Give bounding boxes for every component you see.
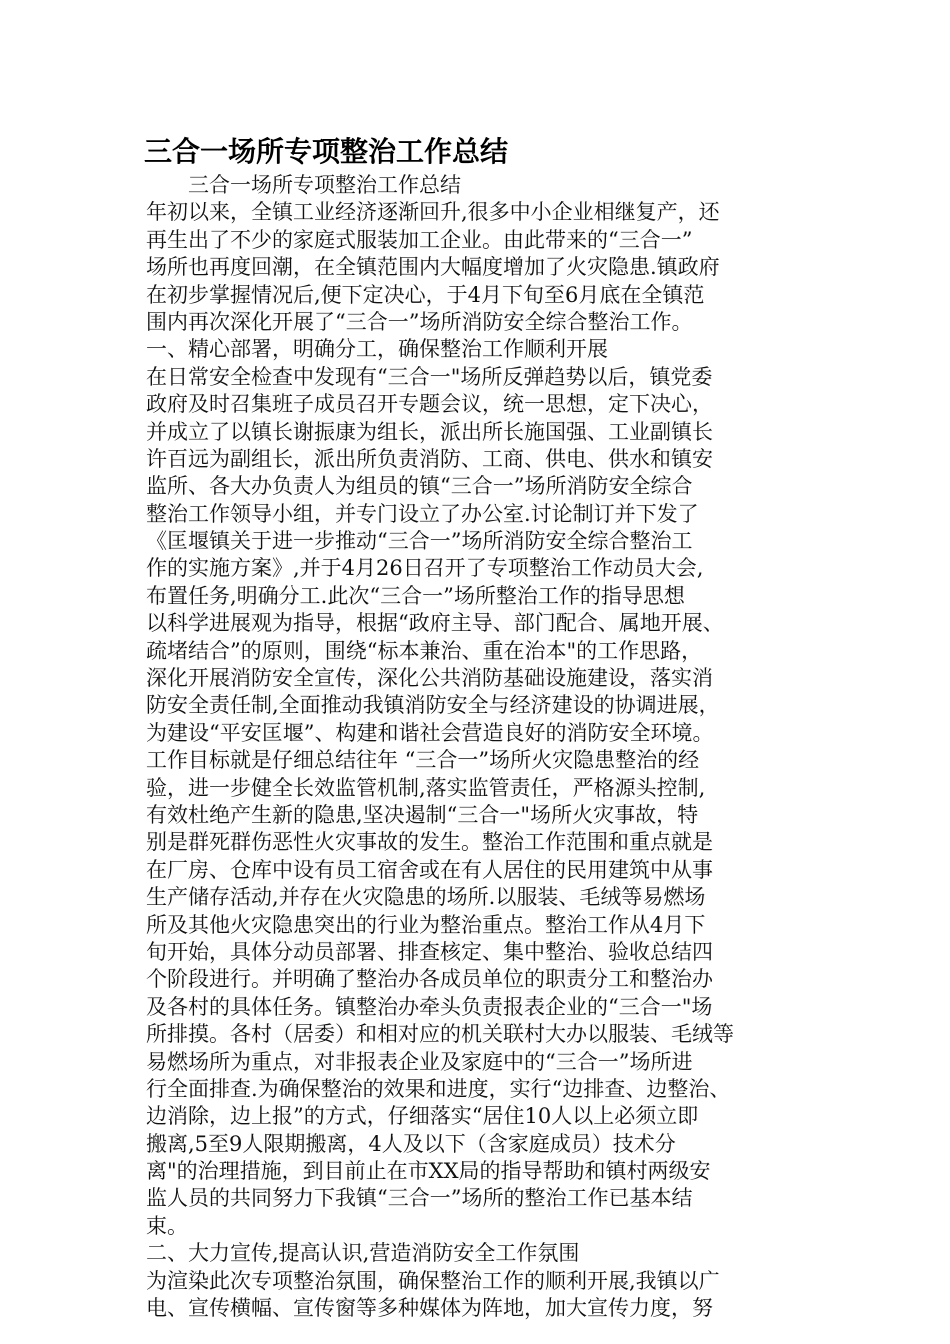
paragraph-line: 在日常安全检查中发现有“三合一"场所反弹趋势以后，镇党委 [146, 364, 713, 389]
paragraph-line: 束。 [146, 1213, 188, 1238]
paragraph-line: 深化开展消防安全宣传，深化公共消防基础设施建设，落实消 [146, 666, 713, 691]
paragraph-line: 布置任务,明确分工.此次“三合一”场所整治工作的指导思想 [146, 583, 685, 608]
paragraph-line: 旬开始，具体分动员部署、排查核定、集中整治、验收总结四 [146, 939, 713, 964]
document-title: 三合一场所专项整治工作总结 [144, 135, 509, 168]
paragraph-line: 搬离,5至9人限期搬离，4人及以下（含家庭成员）技术分 [146, 1131, 676, 1156]
paragraph-line: 别是群死群伤恶性火灾事故的发生。整治工作范围和重点就是 [146, 830, 713, 855]
document-subtitle: 三合一场所专项整治工作总结 [188, 173, 461, 197]
paragraph-line: 有效杜绝产生新的隐患,坚决遏制“三合一"场所火灾事故，特 [146, 802, 699, 827]
section-heading: 一、精心部署，明确分工，确保整治工作顺利开展 [146, 337, 608, 362]
paragraph-line: 再生出了不少的家庭式服装加工企业。由此带来的“三合一” [146, 227, 693, 252]
paragraph-line: 疏堵结合”的原则，围绕“标本兼治、重在治本"的工作思路， [146, 638, 703, 663]
paragraph-line: 监人员的共同努力下我镇“三合一”场所的整治工作已基本结 [146, 1186, 693, 1211]
paragraph-line: 边消除，边上报”的方式，仔细落实“居住10人以上必须立即 [146, 1104, 699, 1129]
paragraph-line: 生产储存活动,并存在火灾隐患的场所.以服装、毛绒等易燃场 [146, 885, 706, 910]
paragraph-line: 电、宣传横幅、宣传窗等多种媒体为阵地，加大宣传力度，努 [146, 1296, 713, 1321]
paragraph-line: 监所、各大办负责人为组员的镇“三合一”场所消防安全综合 [146, 474, 693, 499]
paragraph-line: 所排摸。各村（居委）和相对应的机关联村大办以服装、毛绒等 [146, 1022, 734, 1047]
paragraph-line: 政府及时召集班子成员召开专题会议，统一思想，定下决心， [146, 392, 713, 417]
paragraph-line: 年初以来，全镇工业经济逐渐回升,很多中小企业相继复产，还 [146, 200, 720, 225]
paragraph-line: 场所也再度回潮，在全镇范围内大幅度增加了火灾隐患.镇政府 [146, 255, 720, 280]
paragraph-line: 个阶段进行。并明确了整治办各成员单位的职责分工和整治办 [146, 967, 713, 992]
paragraph-line: 并成立了以镇长谢振康为组长，派出所长施国强、工业副镇长 [146, 419, 713, 444]
section-heading: 二、大力宣传,提高认识,营造消防安全工作氛围 [146, 1241, 580, 1266]
paragraph-line: 为渲染此次专项整治氛围，确保整治工作的顺利开展,我镇以广 [146, 1268, 720, 1293]
paragraph-line: 《匡堰镇关于进一步推动“三合一”场所消防安全综合整治工 [146, 529, 693, 554]
paragraph-line: 在厂房、仓库中设有员工宿舍或在有人居住的民用建筑中从事 [146, 857, 713, 882]
paragraph-line: 作的实施方案》,并于4月26日召开了专项整治工作动员大会, [146, 556, 704, 581]
paragraph-line: 围内再次深化开展了“三合一”场所消防安全综合整治工作。 [146, 309, 693, 334]
paragraph-line: 在初步掌握情况后,便下定决心，于4月下旬至6月底在全镇范 [146, 282, 705, 307]
paragraph-line: 防安全责任制,全面推动我镇消防安全与经济建设的协调进展， [146, 693, 720, 718]
paragraph-line: 以科学进展观为指导，根据“政府主导、部门配合、属地开展、 [146, 611, 724, 636]
paragraph-line: 易燃场所为重点，对非报表企业及家庭中的“三合一”场所进 [146, 1049, 693, 1074]
document-body [146, 172, 826, 1322]
paragraph-line: 及各村的具体任务。镇整治办牵头负责报表企业的“三合一"场 [146, 994, 713, 1019]
paragraph-line: 许百远为副组长，派出所负责消防、工商、供电、供水和镇安 [146, 446, 713, 471]
paragraph-line: 行全面排查.为确保整治的效果和进度，实行“边排查、边整治、 [146, 1076, 731, 1101]
paragraph-line: 离"的治理措施，到目前止在市XX局的指导帮助和镇村两级安 [146, 1159, 711, 1184]
paragraph-line: 整治工作领导小组，并专门设立了办公室.讨论制订并下发了 [146, 501, 699, 526]
paragraph-line: 验，进一步健全长效监管机制,落实监管责任，严格源头控制, [146, 775, 706, 800]
paragraph-line: 为建设“平安匡堰”、构建和谐社会营造良好的消防安全环境。 [146, 720, 714, 745]
paragraph-line: 工作目标就是仔细总结往年 “三合一”场所火灾隐患整治的经 [146, 748, 700, 773]
paragraph-line: 所及其他火灾隐患突出的行业为整治重点。整治工作从4月下 [146, 912, 706, 937]
